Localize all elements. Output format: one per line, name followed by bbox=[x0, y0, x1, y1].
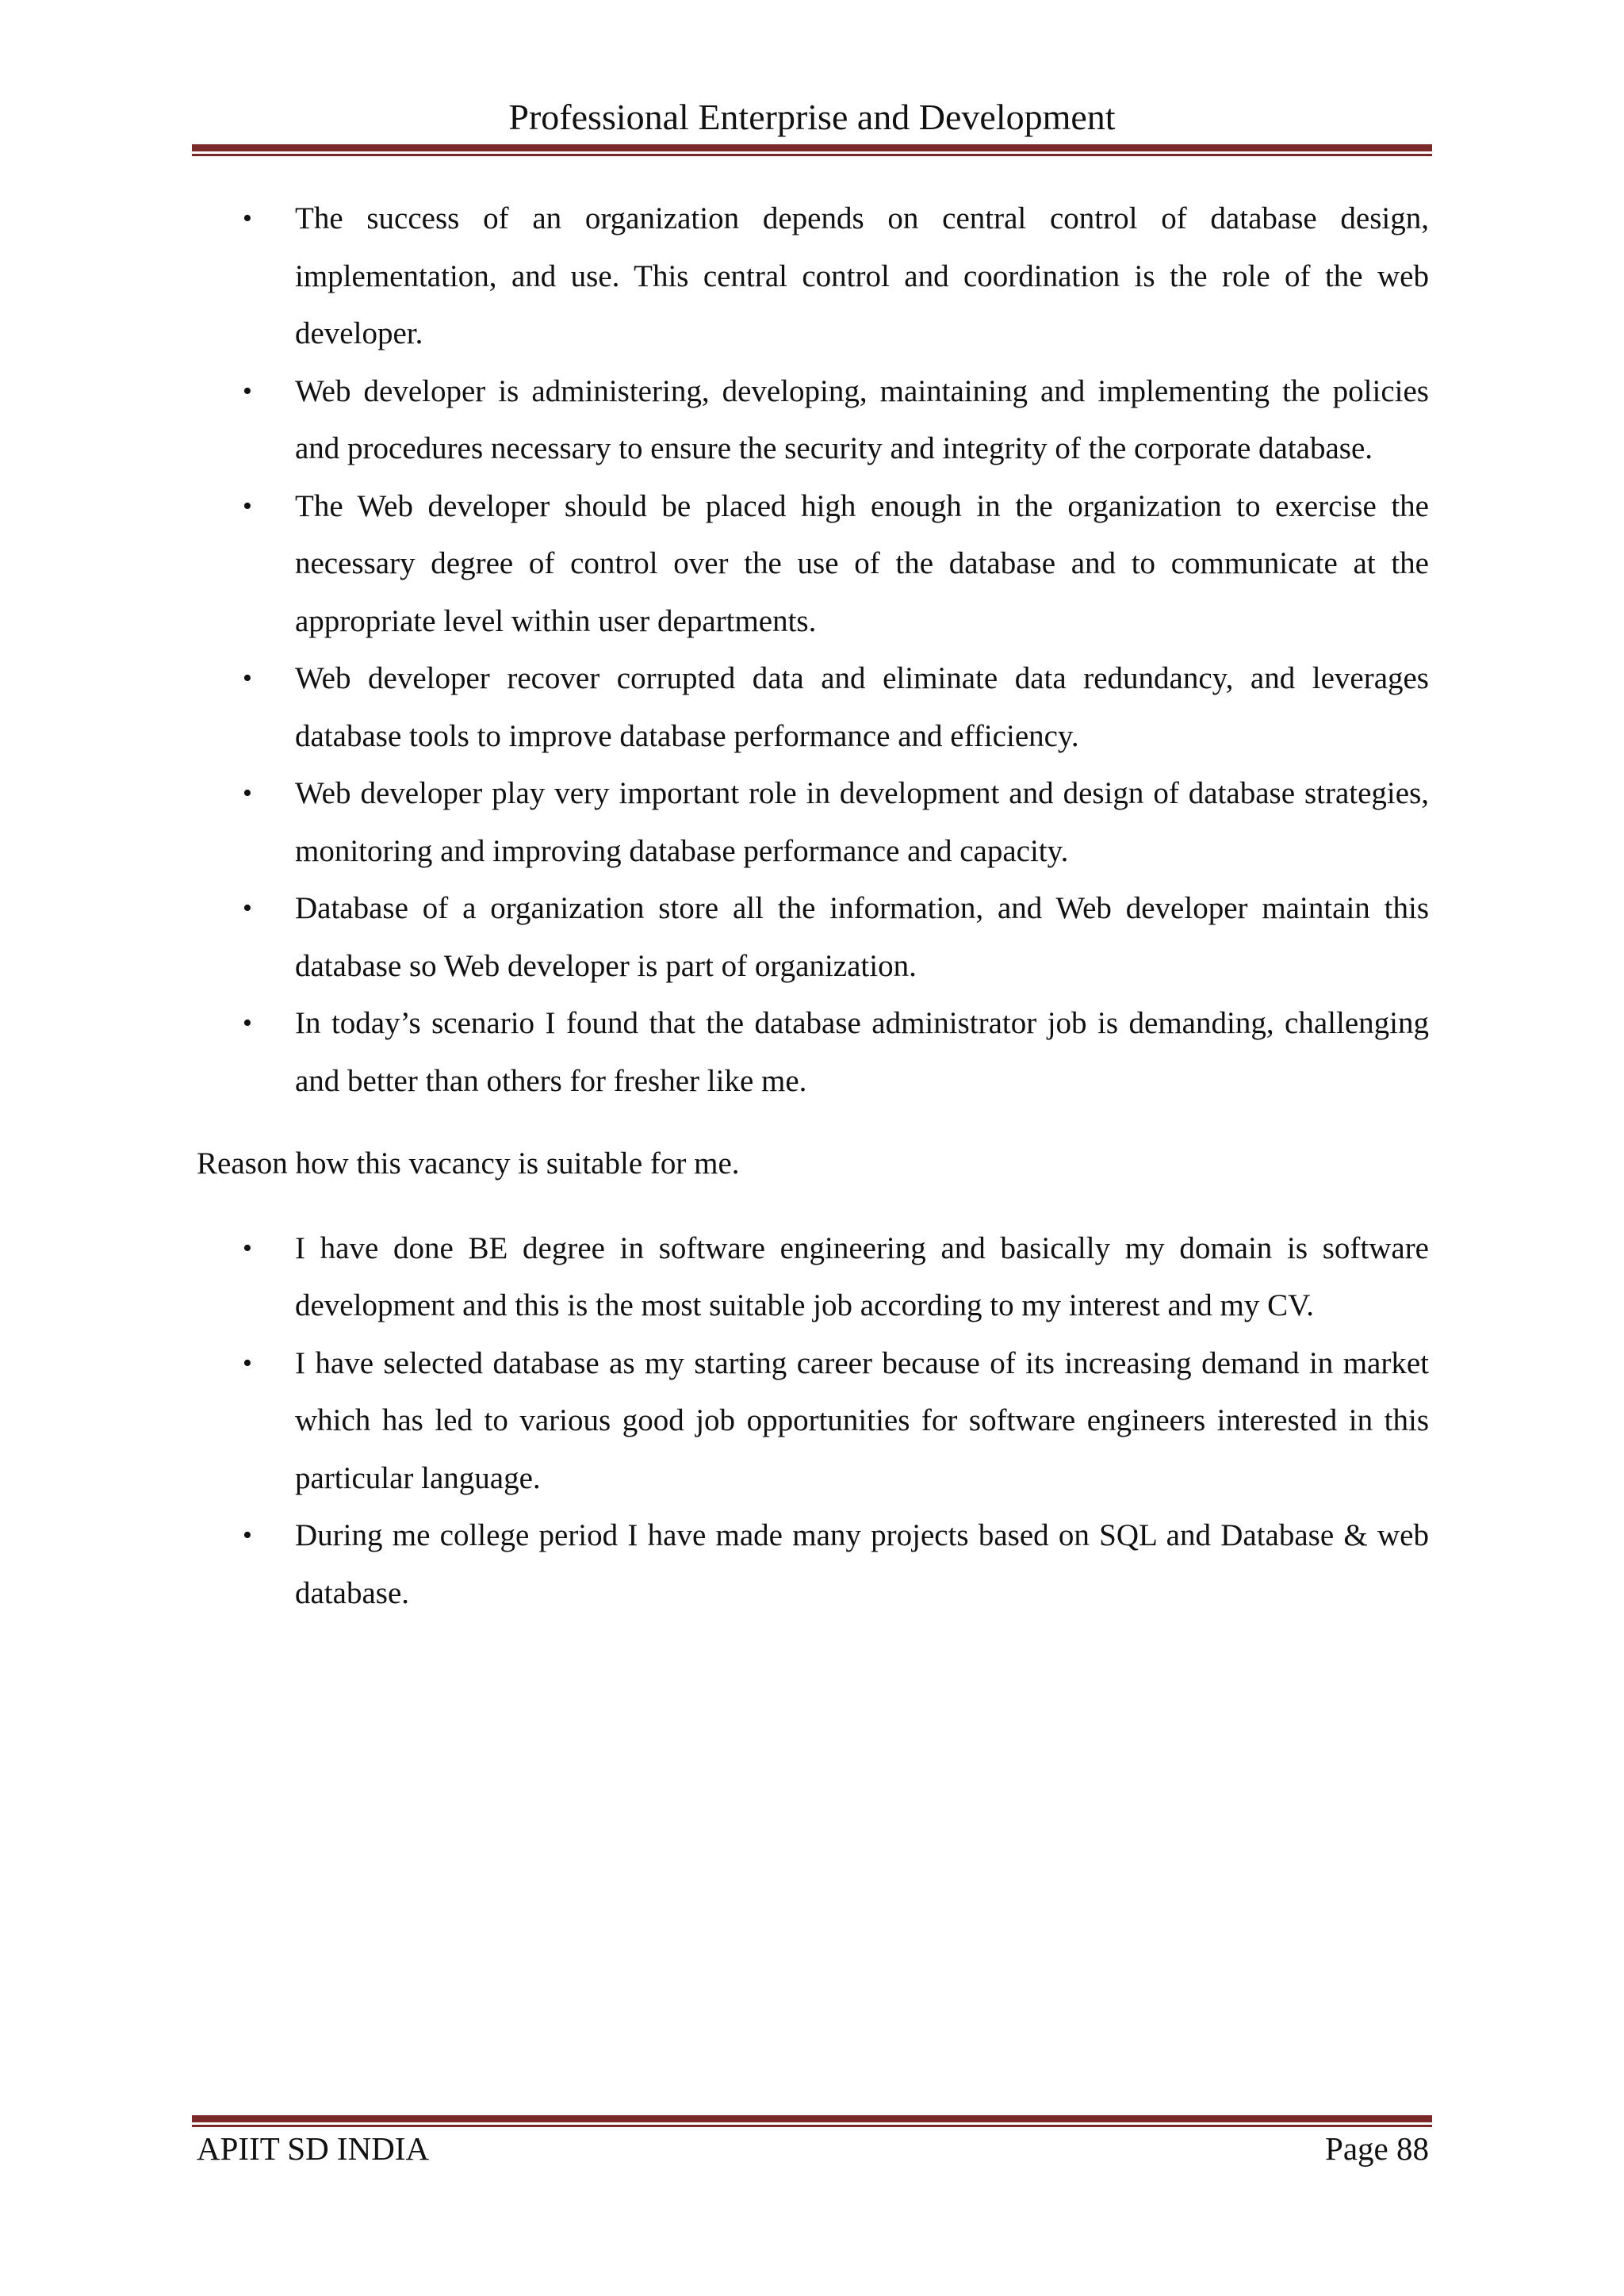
list-item: • I have done BE degree in software engineering and basically my domain is software development and this is the most suitable job according to my interest and my CV. bbox=[197, 1220, 1429, 1335]
list-item: • In today’s scenario I found that the database administrator job is demanding, challenging and better than others for fresher like me. bbox=[197, 995, 1429, 1110]
bullet-icon: • bbox=[243, 779, 252, 808]
bullet-icon: • bbox=[243, 376, 252, 406]
list-item: • Web developer is administering, developing, maintaining and implementing the policies and procedures necessary to ensure the security and integrity of the corporate database. bbox=[197, 363, 1429, 478]
bullet-icon: • bbox=[243, 491, 252, 521]
bullet-list-reasons bbox=[197, 1220, 1429, 1623]
list-item: • During me college period I have made many projects based on SQL and Database & web database. bbox=[197, 1507, 1429, 1622]
bullet-icon: • bbox=[243, 1008, 252, 1038]
header-rule bbox=[192, 144, 1432, 156]
bullet-icon: • bbox=[243, 1348, 252, 1378]
bullet-icon: • bbox=[243, 664, 252, 693]
list-item: • I have selected database as my starting career because of its increasing demand in market which has led to various good job opportunities for software engineers interested in this particular language. bbox=[197, 1335, 1429, 1508]
list-item: • The success of an organization depends on central control of database design, implementation, and use. This central control and coordination is the role of the web developer. bbox=[197, 190, 1429, 363]
reason-heading: Reason how this vacancy is suitable for me. bbox=[197, 1146, 740, 1181]
list-item: • Web developer recover corrupted data and eliminate data redundancy, and leverages database tools to improve database performance and efficiency. bbox=[197, 650, 1429, 765]
bullet-icon: • bbox=[243, 894, 252, 923]
page-header-title: Professional Enterprise and Development bbox=[508, 97, 1116, 137]
list-item: • Database of a organization store all the information, and Web developer maintain this database so Web developer is part of organization. bbox=[197, 880, 1429, 995]
bullet-icon: • bbox=[243, 1521, 252, 1550]
page-number: Page 88 bbox=[1325, 2130, 1429, 2167]
list-item: • The Web developer should be placed high enough in the organization to exercise the necessary degree of control over the use of the database and to communicate at the appropriate level within user departments. bbox=[197, 478, 1429, 651]
bullet-list-roles bbox=[197, 190, 1429, 1110]
bullet-icon: • bbox=[243, 1233, 252, 1263]
bullet-icon: • bbox=[243, 204, 252, 233]
footer-institution: APIIT SD INDIA bbox=[197, 2130, 430, 2167]
page-content bbox=[197, 190, 1429, 1622]
list-item: • Web developer play very important role in development and design of database strategies, monitoring and improving database performance and capacity. bbox=[197, 765, 1429, 880]
